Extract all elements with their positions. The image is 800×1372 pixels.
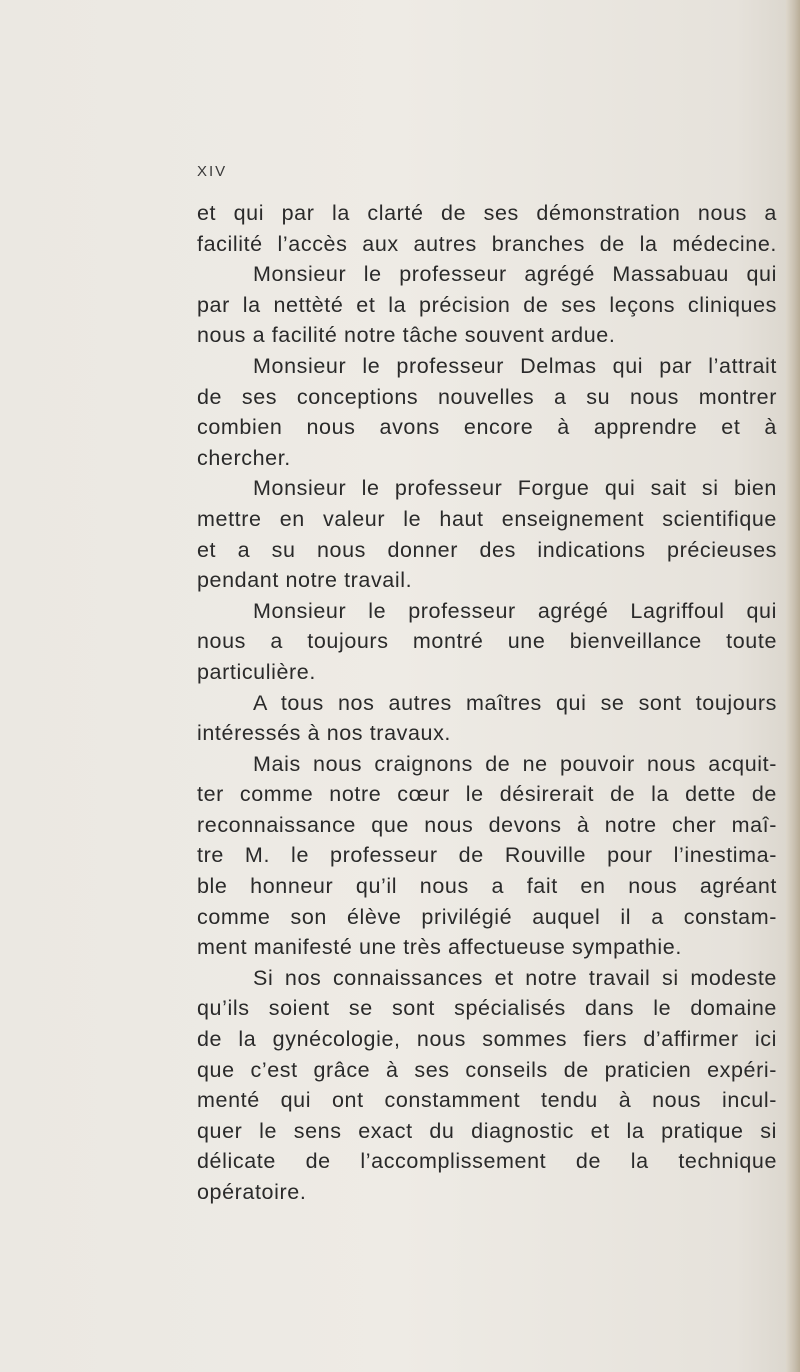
text-line: menté qui ont constamment tendu à nous incul- [197,1088,777,1113]
text-line: et qui par la clarté de ses démonstration nous a [197,201,777,225]
text-line: pendant notre travail. [197,568,413,593]
text-line: chercher. [197,445,291,470]
text-line: intéressés à nos travaux. [197,721,452,746]
text-line: Monsieur le professeur Forgue qui sait si bien [253,476,777,501]
text-line: reconnaissance que nous devons à notre cher maî- [197,812,777,837]
text-line: facilité l’accès aux autres branches de la médecine. [197,231,777,256]
body-text [197,198,777,1208]
text-line: Monsieur le professeur agrégé Lagriffoul qui [253,598,777,623]
text-line: Monsieur le professeur agrégé Massabuau qui [253,262,777,287]
text-line: ment manifesté une très affectueuse sympathie. [197,935,682,960]
text-line: Mais nous craignons de ne pouvoir nous acquit- [253,751,777,776]
text-line: ble honneur qu’il nous a fait en nous agréant [197,874,777,899]
page-number: XIV [197,163,228,180]
text-line: délicate de l’accomplissement de la technique [197,1149,777,1174]
text-line: nous a facilité notre tâche souvent ardue. [197,323,616,348]
text-line: opératoire. [197,1180,307,1204]
text-line: A tous nos autres maîtres qui se sont toujours [253,690,777,715]
text-line: quer le sens exact du diagnostic et la pratique si [197,1118,777,1143]
text-line: nous a toujours montré une bienveillance toute [197,629,777,654]
text-line: que c’est grâce à ses conseils de praticien expéri- [197,1057,777,1082]
text-line: par la nettèté et la précision de ses leçons cliniques [197,292,777,317]
text-line: combien nous avons encore à apprendre et à [197,415,777,440]
text-line: Monsieur le professeur Delmas qui par l’attrait [253,353,777,378]
text-line: comme son élève privilégié auquel il a constam- [197,904,777,929]
text-line: de la gynécologie, nous sommes fiers d’affirmer ici [197,1027,777,1052]
text-line: de ses conceptions nouvelles a su nous montrer [197,384,777,409]
text-line: tre M. le professeur de Rouville pour l’inestima- [197,843,777,868]
text-line: mettre en valeur le haut enseignement scientifique [197,506,777,531]
text-line: particulière. [197,659,316,684]
page-edge-shadow [786,0,800,1372]
text-line: et a su nous donner des indications précieuses [197,537,777,562]
text-line: qu’ils soient se sont spécialisés dans le domaine [197,996,777,1021]
text-line: ter comme notre cœur le désirerait de la dette de [197,782,777,807]
text-line: Si nos connaissances et notre travail si modeste [253,965,777,990]
